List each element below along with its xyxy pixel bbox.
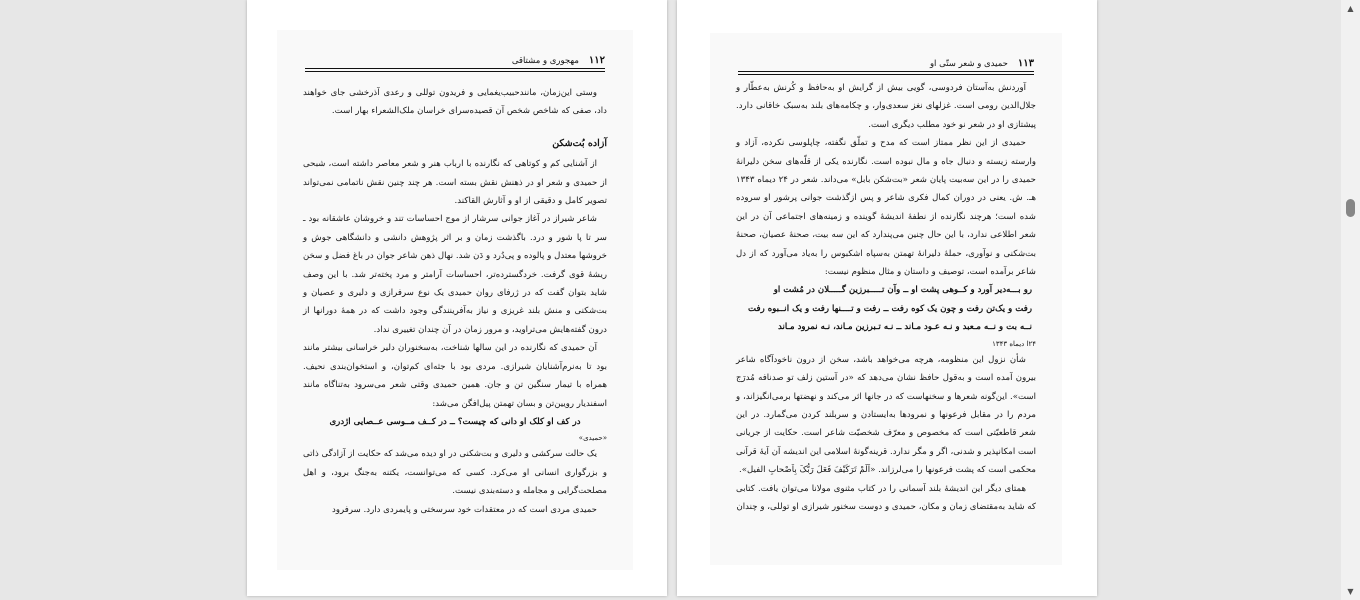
header-rule-right-thin bbox=[738, 74, 1034, 75]
header-rule-left-thin bbox=[305, 71, 605, 72]
verse-text: نــه بت و نــه مـعبد و نـه عـود مـاند ــ نـه تـبرزین مـاند، نـه نمرود مـاند bbox=[777, 322, 1032, 333]
verse-line bbox=[736, 318, 1036, 336]
verse-line bbox=[736, 281, 1036, 299]
verse-attribution: «حمیدی» bbox=[578, 434, 607, 443]
page-scan-right bbox=[710, 33, 1062, 565]
verse-text: رو بـــه‌دیر آورد و کــوهی پشت او ــ وآن تـــــبرزین گـــــلان در مُشت او bbox=[773, 285, 1032, 296]
paragraph: آن حمیدی که نگارنده در این سالها شناخت، به‌سخنوران دلیر خراسانی بیشتر مانند بود تا به‌نرم‌آشنایان شیرازی. مردی بود با جثه‌ای کم‌توان، و استخوان‌بندی نحیف. همراه با تیمار سنگین تن و جان. همین حمیدی وقتی شعر می‌سرود به‌تناگاه مانند اسفندیار رویین‌تن و بسان تهمتن پیل‌افگن می‌شد: bbox=[303, 343, 607, 409]
header-rule-left bbox=[305, 68, 605, 69]
vertical-scrollbar[interactable] bbox=[1341, 0, 1360, 600]
paragraph: آوردنش به‌آستان فردوسی، گویی بیش از گرایش او به‌حافظ و کُرنش به‌عطّار و جلال‌الدین رومی است. غزلهای نغز سعدی‌وار، و چکامه‌های بلند به‌سبک خاقانی دارد. پیشتازی او در شعر نو خود مطلب دیگری است. bbox=[736, 83, 1036, 130]
paragraph: حمیدی مردی است که در معتقدات خود سرسختی و پایمردی دارد. سرفرود bbox=[332, 504, 597, 515]
page-scan-left bbox=[277, 30, 633, 570]
page-number-left: ۱۱۲ bbox=[588, 55, 605, 66]
triangle-up-icon[interactable]: ▲ bbox=[1347, 4, 1354, 13]
page-number-right: ۱۱۳ bbox=[1017, 58, 1034, 69]
header-rule-right bbox=[738, 71, 1034, 72]
scrollbar-thumb[interactable] bbox=[1346, 199, 1355, 217]
running-head-right bbox=[738, 55, 1034, 69]
triangle-down-icon[interactable]: ▼ bbox=[1347, 587, 1354, 596]
verse-date: ۲۴ا دیماه ۱۳۴۳ bbox=[992, 339, 1036, 348]
paragraph: شاعر شیراز در آغاز جوانی سرشار از موج احساسات تند و خروشان عاشقانه بود ـ سر تا پا شور و درد. باگذشت زمان و بر اثر پژوهش دانشی و دانشگاهی جوش و خروشها معتدل و پالوده و پی‌دُرد و دَن شد. نهال ذهن شاعر جوان در باغ فضل و سخن ریشهٔ قوی گرفت. خردگسترده‌تر، احساسات آرامتر و مرد پخته‌تر شد. با این وصف شاید بتوان گفت که در ژرفای روان حمیدی یک نوع سرفرازی و دلیری و عصیان و بت‌شکنی و منش بلند غریزی و نیاز به‌آفرینندگی وجود داشت که در همهٔ دورانها از درون گفته‌هایش می‌تراوید، و مرور زمان در آن چندان تغییری نداد. bbox=[303, 214, 607, 335]
running-head-title-left: مهجوری و مشتاقی bbox=[511, 56, 579, 66]
paragraph: از آشنایی کم و کوتاهی که نگارنده با ارباب هنر و شعر معاصر داشته است، شبحی از حمیدی و شعر او در ذهنش نقش بسته است. هر چند چنین نقش ناتمامی نمی‌تواند تصویر کامل و دقیقی از او و آثارش القاکند. bbox=[303, 159, 607, 207]
verse-text: رفت و یک‌تن رفت و چون یک کوه رفت ــ رفت و تــــنها رفت و یک انــبوه رفت bbox=[748, 303, 1032, 314]
section-heading: آزاده بُت‌شکن bbox=[552, 137, 607, 149]
verse-text: در کف او کلک او دانی که چیست؟ ــ در کــف مــوسی عــصایی اژدری bbox=[329, 416, 581, 427]
page-right bbox=[677, 0, 1097, 596]
verse-line bbox=[736, 300, 1036, 318]
page-left bbox=[247, 0, 667, 596]
body-text-right bbox=[736, 79, 1036, 516]
paragraph: وستی این‌زمان، مانند‌حبیب‌یغمایی و فریدون توللی و رعدی آذرخشی جای خواهند داد، صفی که شاخص شخص آن قصیده‌سرای خراسان ملک‌الشعراء بهار است. bbox=[303, 88, 607, 117]
paragraph: حمیدی از این نظر ممتاز است که مدح و تملّق نگفته، چاپلوسی نکرده، آزاد و وارسته زیسته و دنبال جاه و مال نبوده است. نگارنده یکی از قلّه‌های سخن دلیرانهٔ حمیدی را در این سه‌بیت پایان شعر «بت‌شکن بابل» می‌داند. شعر در ۲۴ دیماه ۱۳۴۳ هـ. ش. یعنی در دوران کمال فکری شاعر و پس ازگذشت جوانی پرشور او سروده شده است؛ هرچند نگارنده از نطفهٔ اندیشهٔ گوینده و زمینه‌های اجتماعی آن در این شعر اطلاعی ندارد، با این حال چنین می‌پندارد که این سه بیت، صحنهٔ عصیان، صحنهٔ بت‌شکنی و نوآوری، حملهٔ دلیرانهٔ تهمتن به‌سپاه اشکبوس را به‌یاد می‌آورد که از دل شاعر برآمده است، توصیف و داستان و مثال منظوم نیست: bbox=[736, 138, 1036, 278]
verse-line bbox=[303, 413, 607, 431]
paragraph: شأن نزول این منظومه، هرچه می‌خواهد باشد، سخن از درون ناخودآگاه شاعر بیرون آمده است و به‌قول حافظ نشان می‌دهد که «در آستین زلف تو صدنافه مُدرَج است». این‌گونه شعرها و سخنهاست که در جانها اثر می‌کند و نهضتها برمی‌انگیزاند، و مردم را در مقابل فرعونها و نمرودها به‌ایستادن و سربلند کردن می‌گمارد. در این شعر قاطعیّتی است که مخصوص و معرّف شخصیّت شاعر است. حکایت از جریانی است امکانپذیر و شدنی، اگر و مگر ندارد. قرینه‌گونهٔ اسلامی این اندیشه آن آیهٔ قرآنی محکمی است که پشت فرعونها را می‌لرزاند. «اَلَمْ تَرَکَیْفَ فَعَلَ رَبُّکَ بِاَصْحابِ الفیل». bbox=[736, 354, 1036, 476]
body-text-left bbox=[303, 84, 607, 519]
running-head-title-right: حمیدی و شعر ستّی او bbox=[929, 59, 1008, 69]
paragraph: یک حالت سرکشی و دلیری و بت‌شکنی در او دیده می‌شد که حکایت از آزادگی ذاتی و بزرگواری انسانی او می‌کرد. کسی که می‌توانست، یکتنه به‌جنگ برود، و اهل مصلحت‌گرایی و مجامله و دسته‌بندی نیست. bbox=[303, 449, 607, 497]
paragraph: همتای دیگر این اندیشهٔ بلند آسمانی را در کتاب مثنوی مولانا می‌توان یافت. کتابی که شاید به‌مقتضای زمان و مکان، حمیدی و دوست سخنور شیرازی او توللی، و چندان bbox=[736, 483, 1036, 512]
running-head-left bbox=[305, 52, 605, 66]
